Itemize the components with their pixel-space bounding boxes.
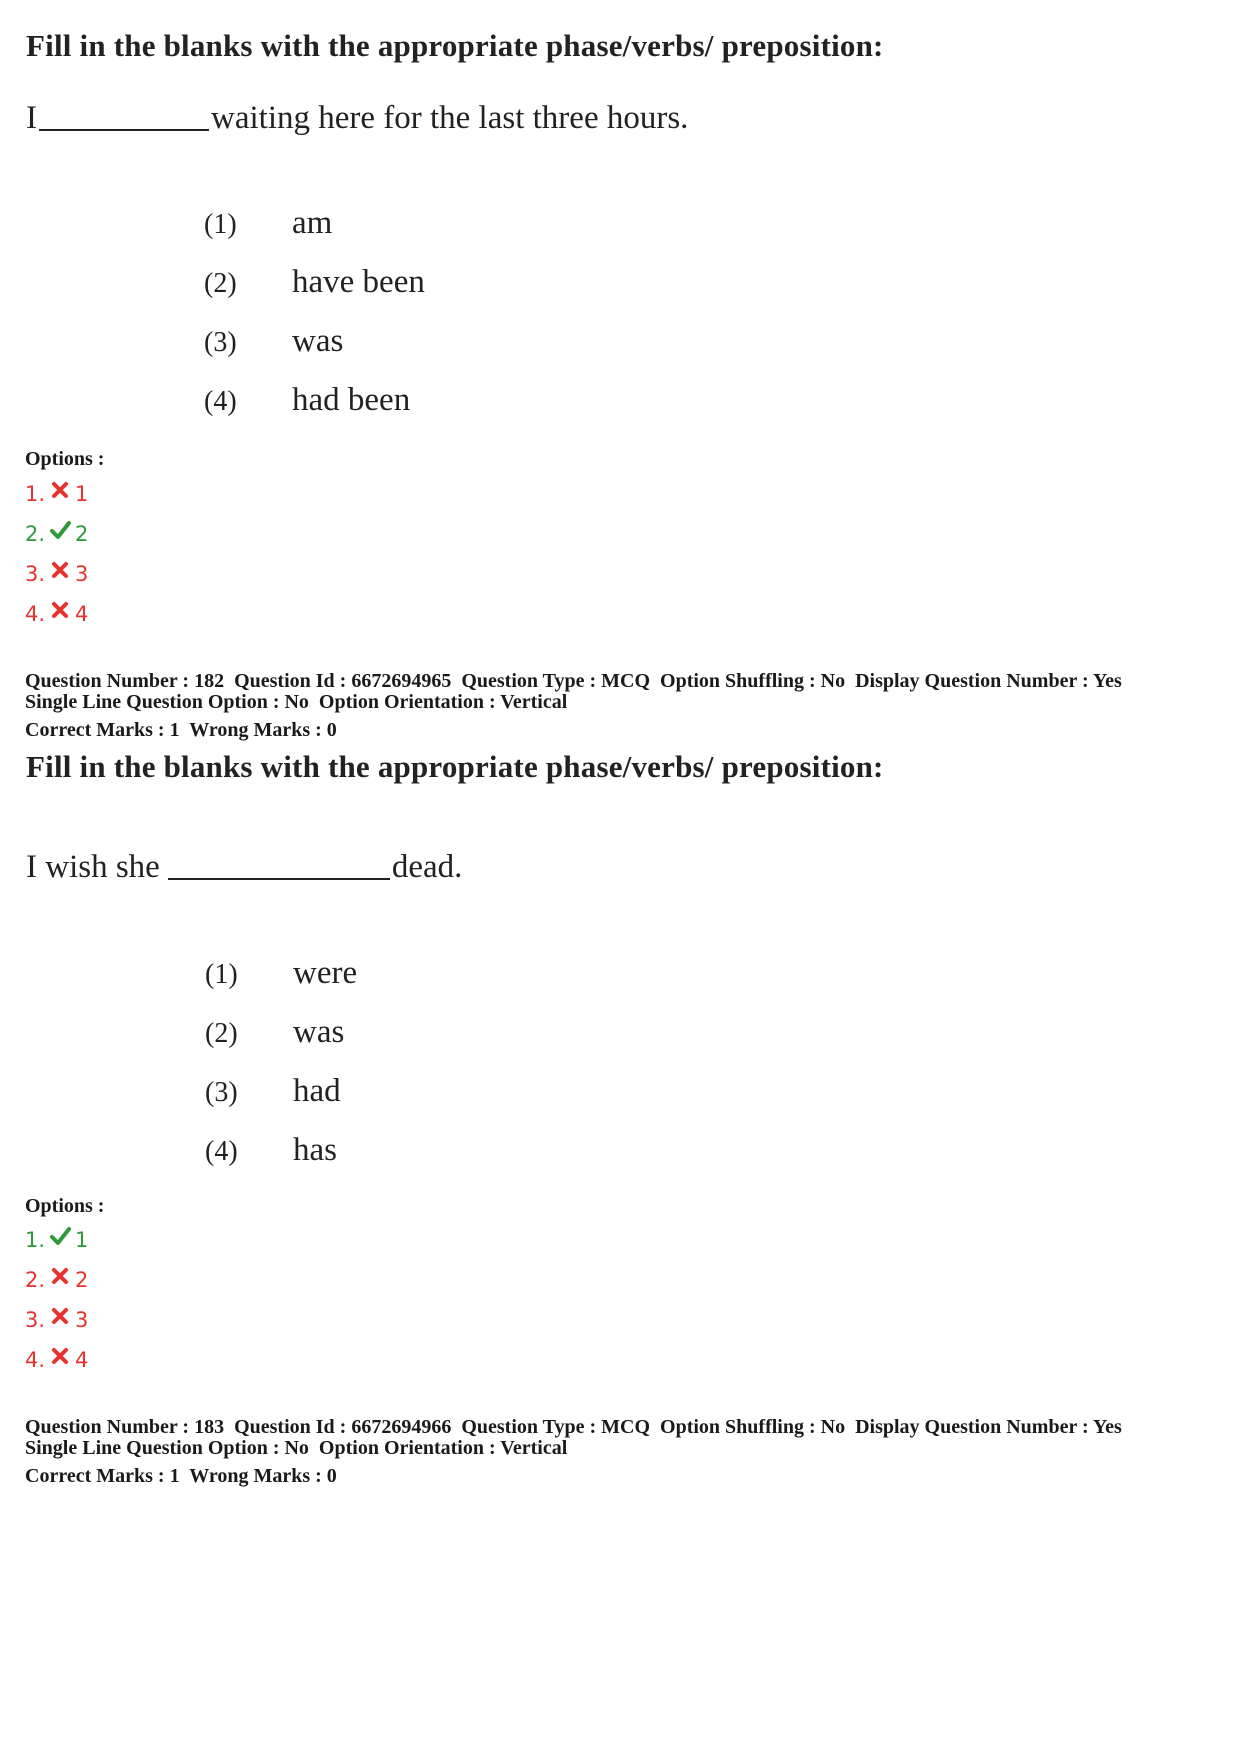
stem-after: dead.	[391, 849, 463, 885]
answer-prefix: 4.	[25, 602, 46, 626]
answer-value: 3	[75, 1308, 89, 1332]
question-2-option-4	[205, 1132, 337, 1169]
check-icon	[49, 520, 71, 540]
question-1-option-4	[204, 382, 410, 419]
option-number: (2)	[205, 1018, 238, 1049]
option-text: were	[293, 955, 358, 991]
option-text: have been	[292, 264, 425, 300]
stem-before: I	[26, 100, 37, 136]
question-1-option-3	[204, 323, 343, 360]
options-label: Options :	[25, 448, 105, 470]
question-marks: Correct Marks : 1 Wrong Marks : 0	[25, 719, 337, 741]
option-text: was	[293, 1014, 345, 1050]
stem-after: waiting here for the last three hours.	[211, 100, 689, 136]
answer-prefix: 1.	[25, 1228, 46, 1252]
option-text: am	[292, 205, 333, 241]
question-meta-line-1: Question Number : 182 Question Id : 6672694965 Question Type : MCQ Option Shuffling : No Display Question Number : Yes	[25, 670, 1122, 692]
answer-key-row	[25, 600, 88, 628]
cross-icon	[49, 1346, 71, 1366]
stem-before: I wish she	[26, 849, 160, 885]
question-meta-line-2: Single Line Question Option : No Option Orientation : Vertical	[25, 1437, 568, 1459]
question-1-option-2	[204, 264, 425, 301]
question-2-option-1	[205, 955, 357, 992]
option-number: (3)	[204, 327, 237, 358]
answer-prefix: 3.	[25, 562, 46, 586]
check-icon	[49, 1226, 71, 1246]
question-meta-line-2: Single Line Question Option : No Option Orientation : Vertical	[25, 691, 568, 713]
option-number: (4)	[204, 386, 237, 417]
question-2-option-2	[205, 1014, 344, 1051]
question-2-heading: Fill in the blanks with the appropriate phase/verbs/ preposition:	[26, 749, 884, 784]
option-text: had been	[292, 382, 411, 418]
answer-value: 2	[75, 1268, 89, 1292]
question-2-option-3	[205, 1073, 341, 1110]
question-meta-line-1: Question Number : 183 Question Id : 6672694966 Question Type : MCQ Option Shuffling : No Display Question Number : Yes	[25, 1416, 1122, 1438]
answer-value: 3	[75, 562, 89, 586]
option-number: (4)	[205, 1136, 238, 1167]
answer-key-row	[25, 480, 88, 508]
answer-prefix: 4.	[25, 1348, 46, 1372]
answer-blank	[39, 129, 209, 131]
answer-key-row	[25, 1346, 88, 1374]
option-text: has	[293, 1132, 337, 1168]
question-marks: Correct Marks : 1 Wrong Marks : 0	[25, 1465, 337, 1487]
answer-prefix: 2.	[25, 522, 46, 546]
question-1-stem	[26, 100, 688, 137]
answer-value: 4	[75, 1348, 89, 1372]
options-label: Options :	[25, 1195, 105, 1217]
question-1-heading: Fill in the blanks with the appropriate phase/verbs/ preposition:	[26, 28, 884, 63]
option-number: (3)	[205, 1077, 238, 1108]
answer-value: 4	[75, 602, 89, 626]
cross-icon	[49, 560, 71, 580]
cross-icon	[49, 1266, 71, 1286]
answer-key-row	[25, 1266, 88, 1294]
answer-key-row	[25, 520, 88, 548]
answer-key-row	[25, 560, 88, 588]
answer-blank	[168, 878, 390, 880]
answer-prefix: 3.	[25, 1308, 46, 1332]
cross-icon	[49, 600, 71, 620]
option-number: (2)	[204, 268, 237, 299]
answer-key-row	[25, 1226, 88, 1254]
answer-key-row	[25, 1306, 88, 1334]
option-text: had	[293, 1073, 341, 1109]
cross-icon	[49, 480, 71, 500]
question-1-option-1	[204, 205, 332, 242]
question-2-stem	[26, 849, 462, 886]
answer-prefix: 1.	[25, 482, 46, 506]
option-text: was	[292, 323, 344, 359]
cross-icon	[49, 1306, 71, 1326]
option-number: (1)	[204, 209, 237, 240]
answer-value: 1	[75, 482, 89, 506]
option-number: (1)	[205, 959, 238, 990]
answer-value: 2	[75, 522, 89, 546]
answer-value: 1	[75, 1228, 89, 1252]
answer-prefix: 2.	[25, 1268, 46, 1292]
